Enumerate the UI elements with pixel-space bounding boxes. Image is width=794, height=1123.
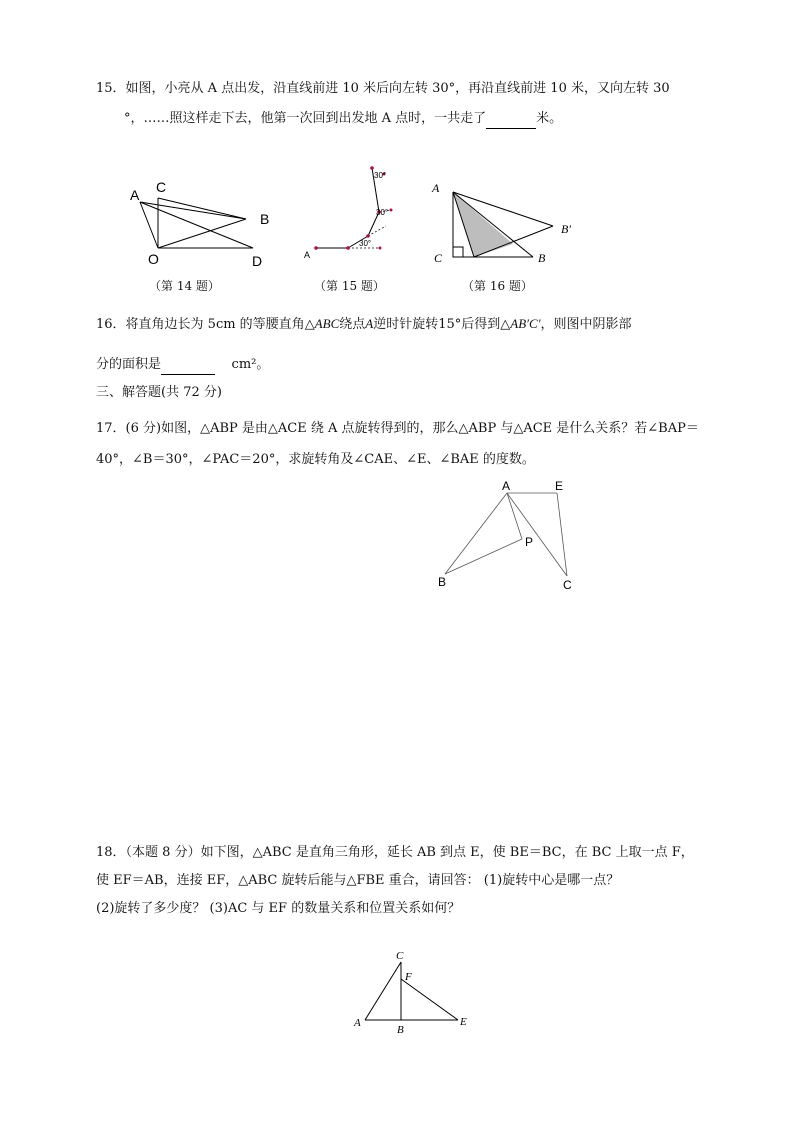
fig15-angle-1: 30° xyxy=(359,239,372,248)
q16-angle: 15° xyxy=(438,317,462,332)
fig14-label-O: O xyxy=(148,251,159,267)
figure-15 xyxy=(300,160,410,265)
fig18-label-A: A xyxy=(354,1017,361,1029)
q16-text-1: 16．将直角边长为 5cm 的等腰直角 xyxy=(96,317,305,332)
fig16-label-C: C xyxy=(434,251,443,265)
q16-answer-blank[interactable] xyxy=(161,360,215,375)
fig14-label-D: D xyxy=(252,253,263,269)
q15-line1: 15．如图，小亮从 A 点出发，沿直线前进 10 米后向左转 30°，再沿直线前进 10 米，又向左转 30 xyxy=(96,81,670,96)
fig14-label-B: B xyxy=(260,211,270,227)
q15-line2-unit: 米。 xyxy=(536,111,563,126)
fig16-label-Bprime: B′ xyxy=(561,222,571,236)
fig16-label-B: B xyxy=(538,251,546,265)
q18-line3: (2)旋转了多少度？ (3)AC 与 EF 的数量关系和位置关系如何？ xyxy=(96,901,461,916)
fig16-label-A: A xyxy=(432,181,440,195)
q18-line2: 使 EF＝AB，连接 EF，△ABC 旋转后能与△FBE 重合，请回答： (1)旋转中心是哪一点？ xyxy=(96,873,620,888)
q15-line2 xyxy=(124,109,562,129)
fig15-label-A: A xyxy=(304,250,311,260)
fig17-label-A: A xyxy=(502,479,511,493)
fig18-label-C: C xyxy=(396,950,404,962)
section-heading: 三、解答题(共 72 分) xyxy=(96,385,222,400)
fig15-angle-3: 30° xyxy=(374,171,387,180)
figure-17 xyxy=(430,476,580,596)
q16-text-5: ，则图中阴影部 xyxy=(540,317,632,332)
fig16-caption: （第 16 题） xyxy=(462,279,533,293)
fig17-label-P: P xyxy=(525,535,534,549)
q16-triangle-abc: △ABC xyxy=(304,316,340,331)
figure-18 xyxy=(350,948,480,1038)
q15-answer-blank[interactable] xyxy=(486,114,536,129)
q16-line2-text: 分的面积是 xyxy=(96,357,162,372)
q18-line1: 18．（本题 8 分）如下图，△ABC 是直角三角形，延长 AB 到点 E，使 BE＝BC，在 BC 上取一点 F， xyxy=(96,845,694,860)
q15-line2-text: °，……照这样走下去，他第一次回到出发地 A 点时，一共走了 xyxy=(124,111,487,126)
fig14-caption: （第 14 题） xyxy=(149,279,220,293)
fig14-label-C: C xyxy=(156,179,167,195)
fig15-caption: （第 15 题） xyxy=(314,279,385,293)
fig17-label-B: B xyxy=(438,575,447,589)
q16-triangle-abprimecprime: △AB′C′ xyxy=(500,316,541,331)
q16-text-3: 逆时针旋转 xyxy=(373,317,439,332)
fig18-label-E: E xyxy=(460,1016,467,1028)
q16-line1 xyxy=(96,314,632,335)
q17-line2: 40°，∠B＝30°，∠PAC＝20°，求旋转角及∠CAE、∠E、∠BAE 的度数。 xyxy=(96,452,535,467)
fig18-label-F: F xyxy=(405,971,412,983)
fig18-label-B: B xyxy=(397,1024,404,1036)
q16-unit: cm²。 xyxy=(231,357,270,372)
fig17-label-C: C xyxy=(563,578,572,592)
q16-text-4: 后得到 xyxy=(461,317,501,332)
fig17-label-E: E xyxy=(555,479,564,493)
fig15-angle-2: 30° xyxy=(376,208,389,217)
q16-line2 xyxy=(96,355,269,375)
q16-text-2: 绕点 xyxy=(339,317,366,332)
q17-line1: 17．(6 分)如图，△ABP 是由△ACE 绕 A 点旋转得到的，那么△ABP 与△ACE 是什么关系？若∠BAP＝ xyxy=(96,421,699,436)
figure-14 xyxy=(128,176,278,269)
figure-16 xyxy=(425,176,585,266)
fig14-label-A: A xyxy=(130,187,140,203)
q16-point-a: A xyxy=(365,316,374,331)
